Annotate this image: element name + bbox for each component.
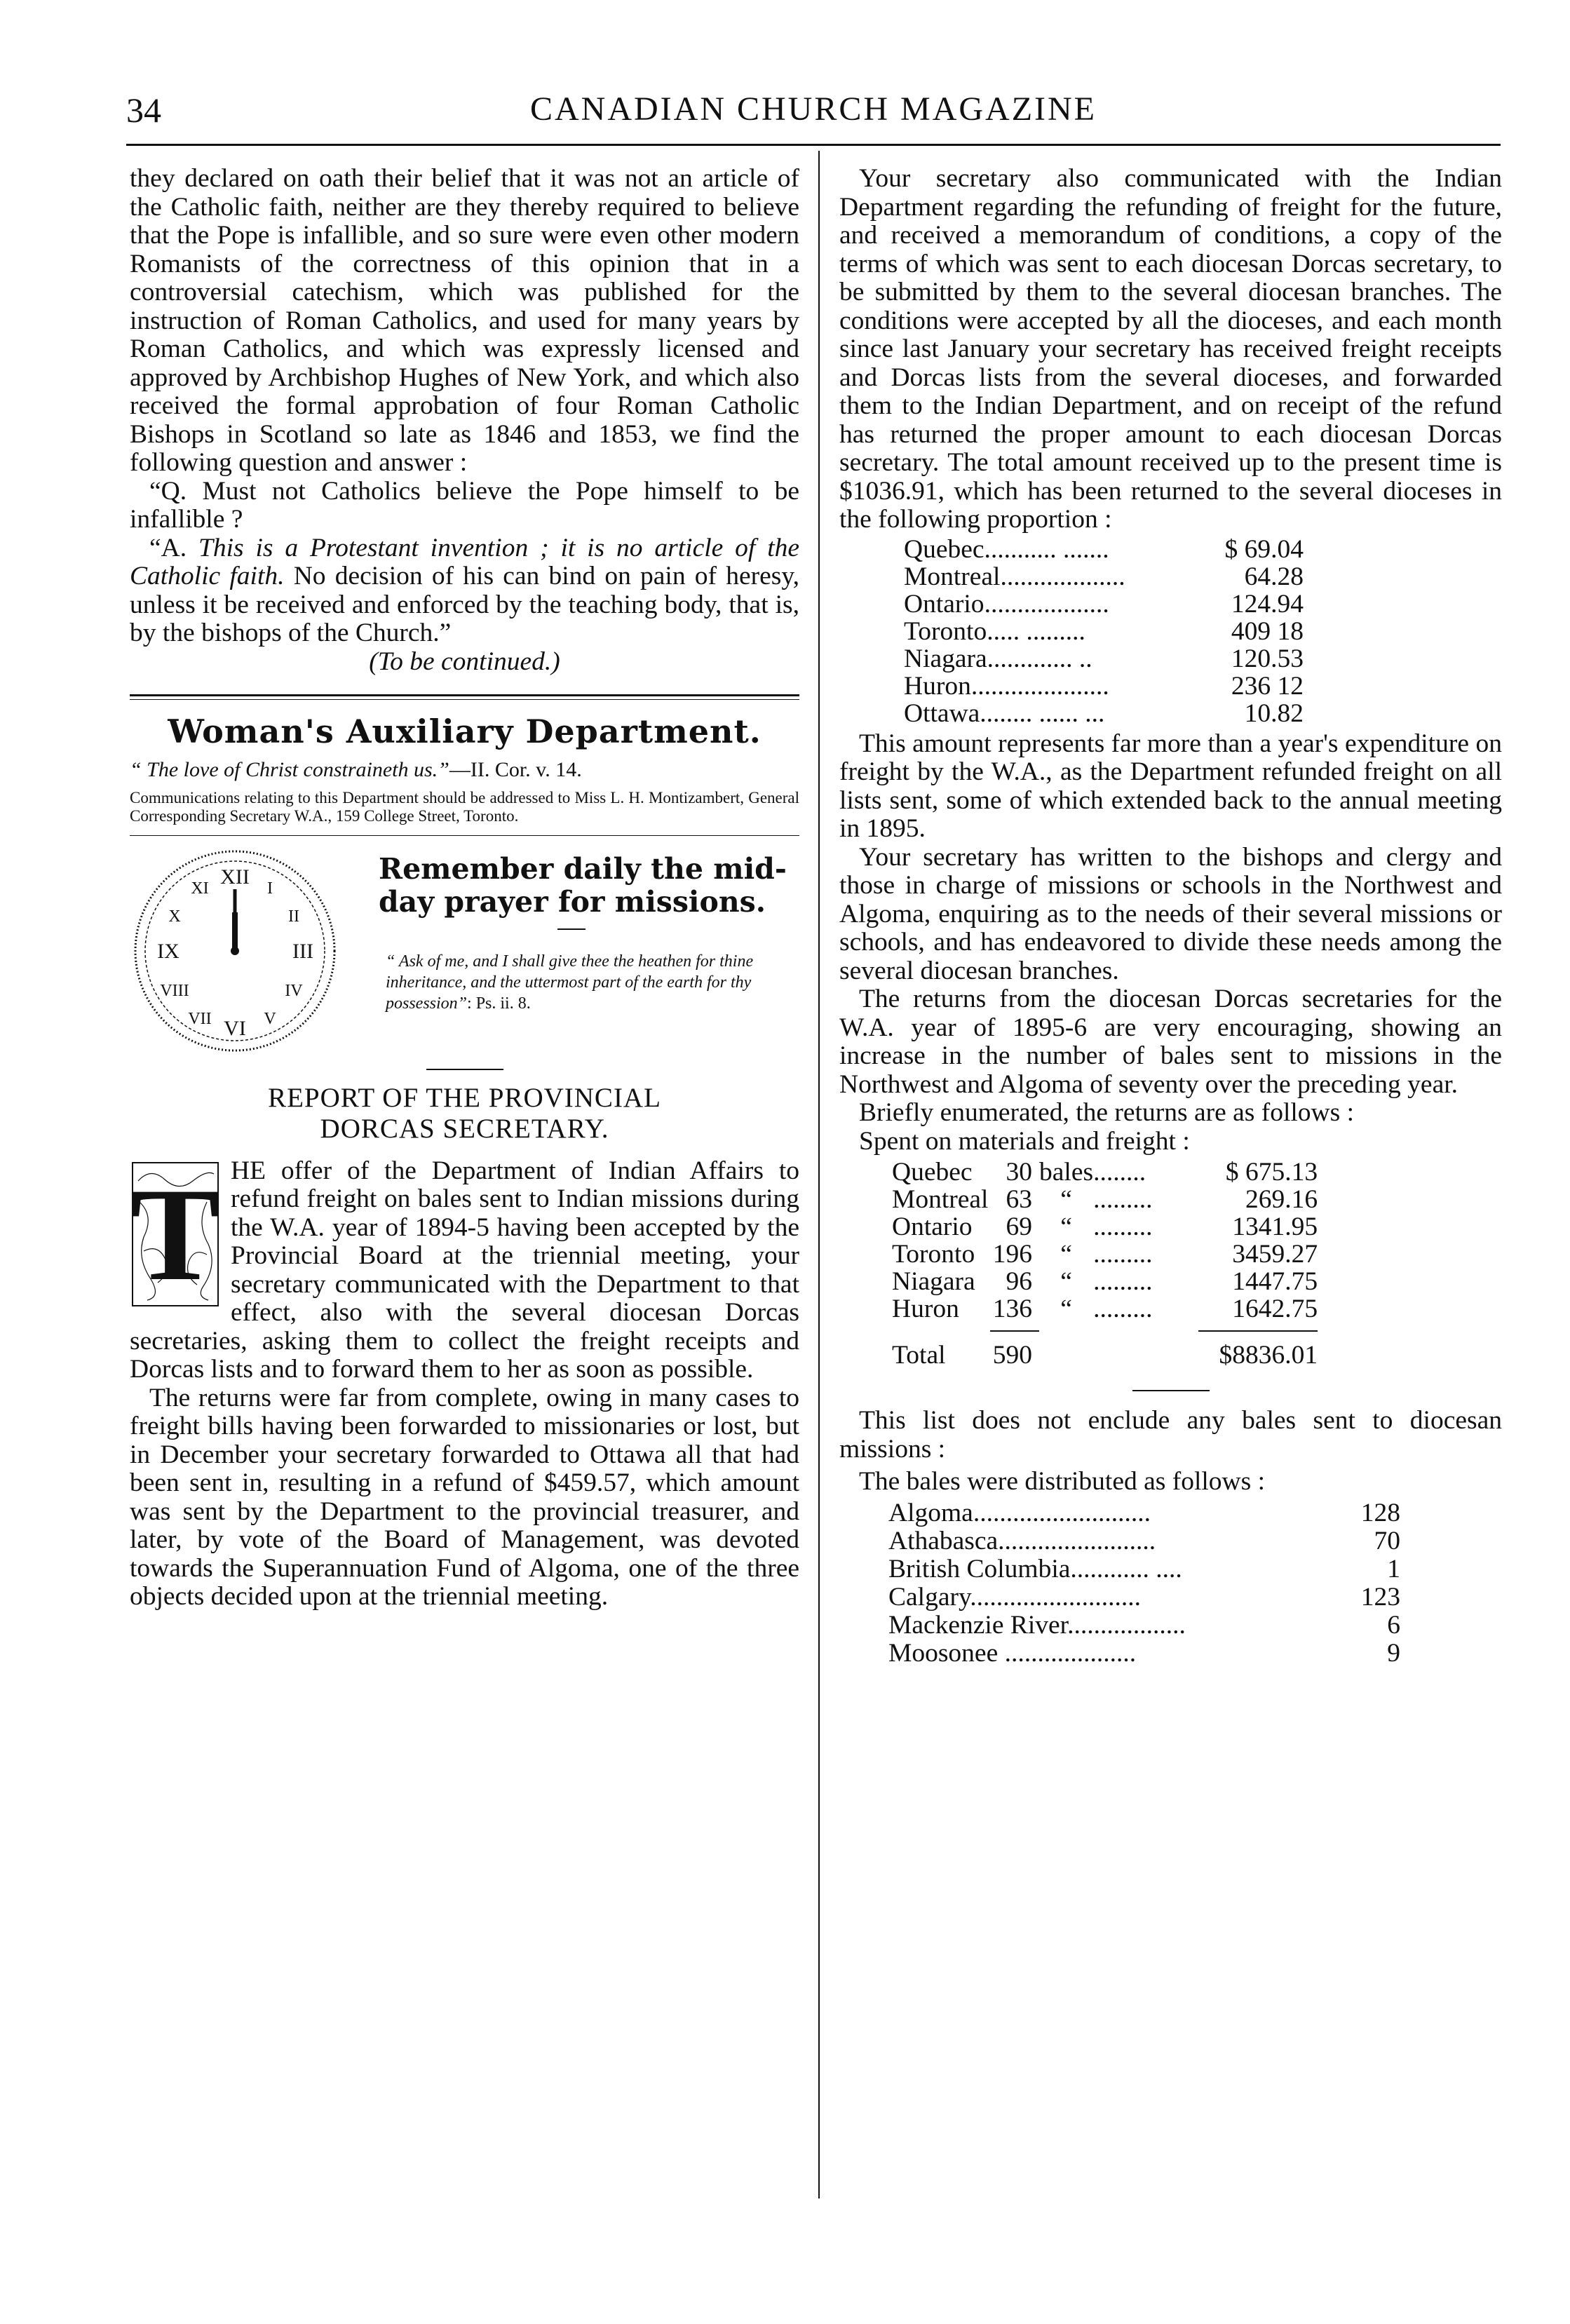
svg-text:IX: IX — [157, 939, 180, 963]
leader-dots: ......... — [1093, 1267, 1153, 1296]
proportion-diocese — [904, 563, 1198, 590]
header-rule — [126, 144, 1501, 146]
svg-text:VIII: VIII — [160, 981, 189, 1000]
distribution-row — [888, 1583, 1400, 1612]
section-divider — [130, 694, 799, 700]
running-head — [126, 90, 1501, 139]
distribution-place-name: Moosonee — [888, 1638, 999, 1668]
bales-diocese: Ontario — [892, 1212, 973, 1241]
distribution-place — [888, 1612, 1351, 1640]
proportion-diocese-name: Ottawa — [904, 698, 980, 728]
svg-text:XII: XII — [220, 865, 250, 889]
leader-dots: ........................ — [998, 1526, 1156, 1555]
proportion-diocese-name: Quebec — [904, 534, 984, 564]
continued-paragraph: they declared on oath their belief that it was not an article of the Catholic faith, neither are they thereby required to believe that the Pope is infallible, and so sure were even other modern Romanists of the correctness of this opinion that in a controversial catechism, which was published for the instruction of Roman Catholics, and used for many years by Roman Catholics, and which was expressly licensed and approved by Archbishop Hughes of New York, and which also received the formal approbation of four Roman Catholic Bishops in Scotland so late as 1846 and 1853, we find the following question and answer : — [130, 164, 799, 477]
answer-prefix: “A. — [149, 533, 187, 562]
distribution-place — [888, 1527, 1351, 1555]
motto-text: “ The love of Christ constraineth us.” — [130, 758, 449, 781]
distribution-row — [888, 1612, 1400, 1640]
short-rule-2 — [1132, 1390, 1210, 1391]
report-paragraph-1: HE offer of the Department of Indian Affairs to refund freight on bales sent to Indian missions during the W.A. year of 1894-5 having been accepted by the Provincial Board at the triennial meeting, your secretary communicated with the Department to that effect, also with the several diocesan Dorcas secretaries, asking them to collect the freight receipts and Dorcas lists and to forward them to her as soon as possible. — [130, 1156, 799, 1384]
proportion-diocese-name: Toronto — [904, 616, 987, 646]
bales-diocese: Toronto — [892, 1240, 975, 1269]
svg-text:III: III — [292, 939, 313, 963]
leader-dots: .................... — [998, 1638, 1137, 1668]
publication-title: CANADIAN CHURCH MAGAZINE — [530, 90, 1097, 128]
total-count: 590 — [992, 1341, 1032, 1370]
proportion-diocese — [904, 673, 1198, 700]
short-rule — [426, 1069, 503, 1070]
report-paragraph-2: The returns were far from complete, owing in many cases to freight bills having been forwarded to missionaries or lost, but in December your secretary forwarded to Ottawa all that had been sent in, resulting in a refund of $459.57, which amount was sent by the Department to the provincial treasurer, and later, by vote of the Board of Management, was devoted towards the Superannuation Fund of Algoma, one of the three objects decided upon at the triennial meeting. — [130, 1383, 799, 1611]
proportion-amount: 10.82 — [1244, 698, 1304, 728]
clock-icon — [130, 846, 340, 1056]
proportion-row — [904, 618, 1304, 645]
svg-text:VII: VII — [188, 1009, 212, 1028]
svg-text:VI: VI — [224, 1016, 246, 1040]
to-be-continued: (To be continued.) — [369, 647, 560, 676]
midday-prayer-block — [130, 846, 799, 1056]
bales-diocese: Niagara — [892, 1267, 975, 1296]
distribution-count: 123 — [1360, 1582, 1400, 1612]
proportion-amount: 124.94 — [1231, 589, 1304, 619]
distribution-row — [888, 1555, 1400, 1583]
distribution-row — [888, 1640, 1400, 1668]
distribution-intro: The bales were distributed as follows : — [859, 1467, 1266, 1496]
distribution-count: 1 — [1387, 1554, 1400, 1583]
report-paragraph-7: Briefly enumerated, the returns are as follows : — [859, 1098, 1354, 1127]
motto-ref: —II. Cor. v. 14. — [449, 758, 582, 781]
distribution-row — [888, 1499, 1400, 1527]
bales-row — [892, 1268, 1318, 1295]
proportion-row — [904, 645, 1304, 673]
leader-dots: ......... — [1093, 1212, 1153, 1241]
proportion-row — [904, 563, 1304, 590]
bales-count: 136 — [992, 1295, 1032, 1323]
distribution-count: 128 — [1360, 1498, 1400, 1527]
bales-row — [892, 1186, 1318, 1213]
scripture-quote — [386, 951, 799, 1014]
total-amount: $8836.01 — [1219, 1341, 1318, 1370]
right-column — [839, 165, 1502, 1668]
distribution-count: 70 — [1374, 1526, 1400, 1555]
svg-text:IV: IV — [285, 981, 303, 1000]
proportion-amount: 409 18 — [1231, 616, 1304, 646]
total-label: Total — [892, 1340, 946, 1370]
reminder-dash — [557, 928, 586, 930]
leader-dots: ................... — [1000, 562, 1125, 591]
proportion-diocese — [904, 645, 1198, 673]
bales-diocese: Quebec — [892, 1158, 973, 1187]
total-rule-row — [892, 1323, 1318, 1331]
spent-label: Spent on materials and freight : — [859, 1126, 1190, 1156]
leader-dots: ......... — [1093, 1185, 1153, 1214]
catechism-question: “Q. Must not Catholics believe the Pope himself to be infallible ? — [130, 476, 799, 534]
report-heading — [130, 1083, 799, 1144]
dropcap-ornament — [130, 1160, 221, 1309]
bales-row — [892, 1213, 1318, 1241]
leader-dots: ............ .... — [1070, 1554, 1182, 1583]
proportion-row — [904, 673, 1304, 700]
leader-dots: ........ ...... ... — [980, 698, 1105, 728]
motto — [130, 756, 799, 785]
proportion-diocese-name: Niagara — [904, 644, 987, 673]
report-paragraph-5: Your secretary has written to the bishops and clergy and those in charge of missions or schools in the Northwest and Algoma, enquiring as to the needs of their several missions or schools, and has endeavored to divide these needs among the several diocesan branches. — [839, 842, 1502, 985]
bales-count: 30 — [1006, 1158, 1032, 1187]
bales-unit: bales — [1039, 1158, 1094, 1187]
distribution-table — [888, 1499, 1400, 1668]
leader-dots: ........... ....... — [984, 534, 1109, 564]
leader-dots: ........................... — [973, 1498, 1151, 1527]
dropcap-letter: T — [130, 1161, 220, 1309]
svg-text:XI: XI — [191, 879, 209, 898]
distribution-count: 9 — [1387, 1638, 1400, 1668]
proportion-row — [904, 590, 1304, 618]
bales-unit: “ — [1060, 1267, 1072, 1296]
report-paragraph-3: Your secretary also communicated with the Indian Department regarding the refunding of freight for the future, and received a memorandum of conditions, a copy of the terms of which was sent to each diocesan Dorcas secretary, to be submitted by them to the several diocesan branches. The conditions were accepted by all the dioceses, and each month since last January your secretary has received freight receipts and Dorcas lists from the several dioceses, and forwarded them to the Indian Department, and on receipt of the refund has returned the proper amount to each diocesan Dorcas secretary. The total amount received up to the present time is $1036.91, which has been returned to the several dioceses in the following proportion : — [839, 164, 1502, 534]
report-heading-line-2: DORCAS SECRETARY. — [320, 1113, 609, 1144]
bales-count: 69 — [1006, 1212, 1032, 1241]
proportion-amount: 236 12 — [1231, 671, 1304, 701]
leader-dots: ............. .. — [987, 644, 1092, 673]
column-rule — [818, 151, 820, 2198]
proportion-amount: 64.28 — [1244, 562, 1304, 591]
section-heading: Woman's Auxiliary Department. — [168, 712, 762, 750]
proportion-diocese-name: Ontario — [904, 589, 984, 619]
bales-count: 196 — [992, 1240, 1032, 1269]
distribution-place — [888, 1583, 1351, 1612]
leader-dots: .......................... — [970, 1582, 1142, 1612]
svg-text:I: I — [267, 879, 273, 898]
bales-unit: “ — [1060, 1185, 1072, 1214]
bales-unit: “ — [1060, 1212, 1072, 1241]
bales-amount: $ 675.13 — [1225, 1158, 1318, 1187]
proportion-diocese — [904, 536, 1198, 563]
svg-text:II: II — [288, 907, 299, 926]
communications-notice: Communications relating to this Department should be addressed to Miss L. H. Montizambert, General Corresponding Secretary W.A., 159 College Street, Toronto. — [130, 788, 799, 825]
answer-italic: This is a Protestant invention ; it is no article of the Catholic faith. — [130, 533, 800, 590]
catechism-answer — [130, 534, 799, 648]
refund-proportion-table — [904, 536, 1304, 727]
proportion-diocese — [904, 590, 1198, 618]
distribution-row — [888, 1527, 1400, 1555]
bales-count: 96 — [1006, 1267, 1032, 1296]
bales-amount: 269.16 — [1245, 1185, 1318, 1214]
distribution-place — [888, 1499, 1351, 1527]
report-paragraph-4: This amount represents far more than a year's expenditure on freight by the W.A., as the Department refunded freight on all lists sent, some of which extended back to the annual meeting in 1895. — [839, 729, 1502, 843]
proportion-diocese — [904, 618, 1198, 645]
bales-row — [892, 1241, 1318, 1268]
distribution-place — [888, 1555, 1351, 1583]
proportion-diocese — [904, 700, 1198, 727]
proportion-amount: 120.53 — [1231, 644, 1304, 673]
bales-row — [892, 1158, 1318, 1186]
distribution-place-name: Calgary — [888, 1582, 970, 1612]
bales-diocese: Huron — [892, 1295, 959, 1323]
distribution-place-name: British Columbia — [888, 1554, 1071, 1583]
leader-dots: ................... — [984, 589, 1109, 619]
left-column — [130, 165, 799, 1612]
distribution-place-name: Algoma — [888, 1498, 973, 1527]
report-paragraph-6: The returns from the diocesan Dorcas secretaries for the W.A. year of 1895-6 are very encouraging, showing an increase in the number of bales sent to missions in the Northwest and Algoma of seventy over the preceding year. — [839, 985, 1502, 1099]
notice-rule — [130, 835, 799, 836]
distribution-place-name: Athabasca — [888, 1526, 999, 1555]
bales-unit: “ — [1060, 1240, 1072, 1269]
total-row — [892, 1331, 1318, 1369]
distribution-place — [888, 1640, 1351, 1668]
bales-unit: “ — [1060, 1295, 1072, 1323]
quote-ref: : Ps. ii. 8. — [467, 994, 531, 1013]
svg-text:V: V — [264, 1009, 276, 1028]
proportion-amount: $ 69.04 — [1224, 534, 1304, 564]
proportion-diocese-name: Huron — [904, 671, 971, 701]
leader-dots: ..................... — [970, 671, 1109, 701]
bales-amount: 3459.27 — [1232, 1240, 1318, 1269]
quote-text: “ Ask of me, and I shall give thee the heathen for thine inheritance, and the uttermost part of the earth for thy possession” — [386, 952, 754, 1013]
bales-count: 63 — [1006, 1185, 1032, 1214]
bales-row — [892, 1295, 1318, 1323]
distribution-count: 6 — [1387, 1610, 1400, 1640]
leader-dots: ........ — [1093, 1158, 1146, 1187]
answer-rest: No decision of his can bind on pain of heresy, unless it be received and enforced by the teaching body, that is, by the bishops of the Church.” — [130, 562, 800, 647]
proportion-diocese-name: Montreal — [904, 562, 1001, 591]
bales-amount: 1341.95 — [1232, 1212, 1318, 1241]
report-heading-line-1: REPORT OF THE PROVINCIAL — [268, 1082, 661, 1113]
proportion-row — [904, 536, 1304, 563]
leader-dots: ......... — [1093, 1240, 1153, 1269]
prayer-reminder: Remember daily the mid-day prayer for missions. — [379, 851, 787, 919]
svg-text:X: X — [168, 907, 181, 926]
leader-dots: .................. — [1067, 1610, 1186, 1640]
distribution-place-name: Mackenzie River — [888, 1610, 1068, 1640]
report-paragraph-8: This list does not enclude any bales sent to diocesan missions : — [839, 1406, 1502, 1464]
bales-diocese: Montreal — [892, 1185, 989, 1214]
bales-amount: 1642.75 — [1232, 1295, 1318, 1323]
bales-amount: 1447.75 — [1232, 1267, 1318, 1296]
proportion-row — [904, 700, 1304, 727]
bales-table — [892, 1158, 1318, 1369]
page-number: 34 — [126, 90, 161, 130]
leader-dots: ..... ......... — [987, 616, 1085, 646]
leader-dots: ......... — [1093, 1295, 1153, 1323]
